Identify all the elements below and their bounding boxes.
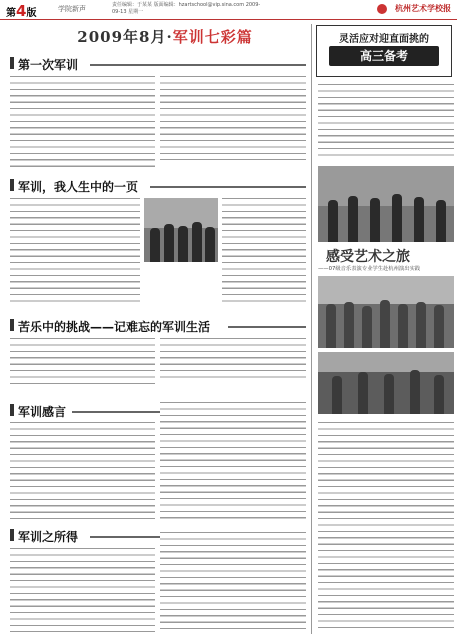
title-prefix: 2009年8月· — [77, 28, 173, 46]
page-number: 第4版 — [6, 2, 37, 20]
section-marker — [10, 529, 14, 541]
feature-box-title: 灵活应对迎直面挑的 — [339, 34, 429, 45]
newspaper-brand: 杭州艺术学校报 — [395, 4, 451, 13]
title-highlight: 军训七彩篇 — [172, 28, 253, 46]
feature-box — [316, 25, 452, 77]
section-marker — [10, 57, 14, 69]
section-title: 第一次军训 — [18, 58, 79, 72]
performance-photo — [318, 352, 454, 414]
article-body — [10, 420, 155, 520]
section-marker — [10, 319, 14, 331]
feature-box-badge: 高三备考 — [329, 46, 439, 66]
masthead-meta: 责任编辑：于某某 版面编辑：hzartschool@vip.sina.com 2009-09-13 星期一 — [112, 2, 261, 15]
section-rule — [150, 186, 306, 188]
article-body — [10, 546, 155, 632]
page-suffix: 版 — [26, 8, 37, 19]
section-title: 军训感言 — [18, 405, 67, 419]
article-body — [160, 336, 306, 380]
article-body — [10, 196, 140, 302]
performance-photo — [318, 166, 454, 242]
section-name: 学院新声 — [58, 5, 86, 13]
section-title: 军训，我人生中的一页 — [18, 180, 139, 194]
article-body — [160, 400, 306, 520]
article-body — [10, 336, 155, 388]
section-rule — [72, 411, 162, 413]
section-marker — [10, 404, 14, 416]
article-body — [10, 74, 155, 172]
column-divider — [311, 24, 312, 634]
military-training-photo — [144, 198, 218, 262]
school-logo-icon — [377, 4, 387, 14]
article-body — [160, 74, 306, 160]
page-title — [40, 26, 290, 47]
article-body — [318, 82, 454, 160]
article-body — [222, 196, 306, 302]
section-title: 军训之所得 — [18, 530, 79, 544]
feature-title: 感受艺术之旅 — [326, 249, 410, 265]
section-title: 苦乐中的挑战——记难忘的军训生活 — [18, 320, 211, 334]
section-marker — [10, 179, 14, 191]
feature-subtitle: ——07级音乐表演专业学生赴杭州演出实践 — [318, 266, 421, 272]
article-body — [160, 530, 306, 632]
article-body — [318, 420, 454, 630]
section-rule — [90, 536, 160, 538]
page-number-value: 4 — [16, 2, 27, 20]
masthead — [0, 0, 457, 20]
performance-photo — [318, 276, 454, 348]
section-rule — [228, 326, 306, 328]
section-rule — [90, 64, 306, 66]
